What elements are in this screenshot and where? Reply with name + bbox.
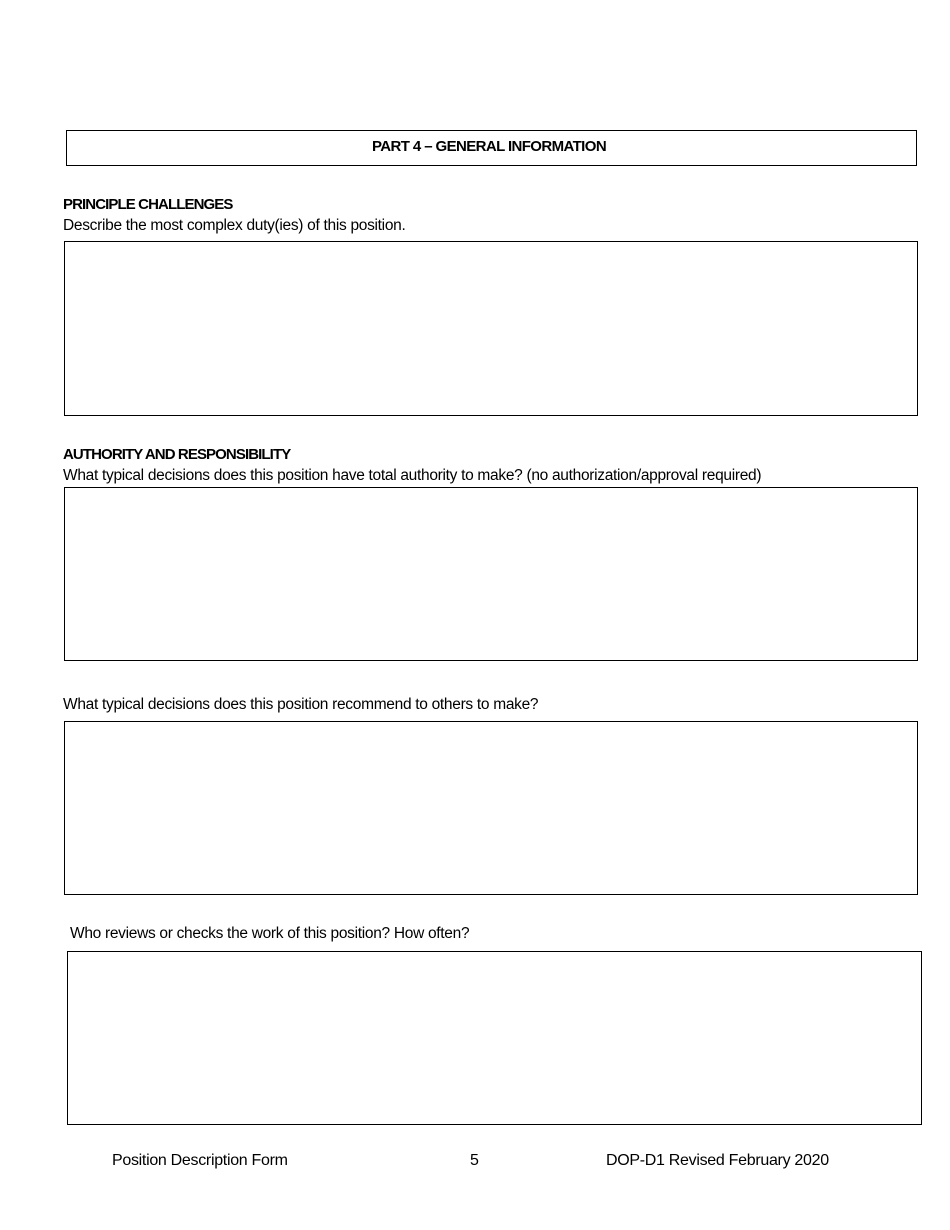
recommend-decisions-answer-box[interactable] — [64, 721, 918, 895]
footer-form-name: Position Description Form — [112, 1152, 288, 1169]
part-4-title: PART 4 – GENERAL INFORMATION — [372, 138, 607, 155]
footer-revision: DOP-D1 Revised February 2020 — [606, 1152, 829, 1169]
authority-responsibility-title: AUTHORITY AND RESPONSIBILITY — [63, 446, 291, 463]
footer-page-number: 5 — [470, 1152, 479, 1169]
total-authority-prompt: What typical decisions does this position have total authority to make? (no authorization/approval required) — [63, 467, 762, 484]
recommend-decisions-prompt: What typical decisions does this position recommend to others to make? — [63, 696, 539, 713]
principle-challenges-prompt: Describe the most complex duty(ies) of this position. — [63, 217, 406, 234]
reviews-answer-box[interactable] — [67, 951, 922, 1125]
part-4-header — [66, 130, 917, 166]
principle-challenges-answer-box[interactable] — [64, 241, 918, 416]
total-authority-answer-box[interactable] — [64, 487, 918, 661]
reviews-prompt: Who reviews or checks the work of this position? How often? — [70, 925, 470, 942]
principle-challenges-title: PRINCIPLE CHALLENGES — [63, 196, 233, 213]
